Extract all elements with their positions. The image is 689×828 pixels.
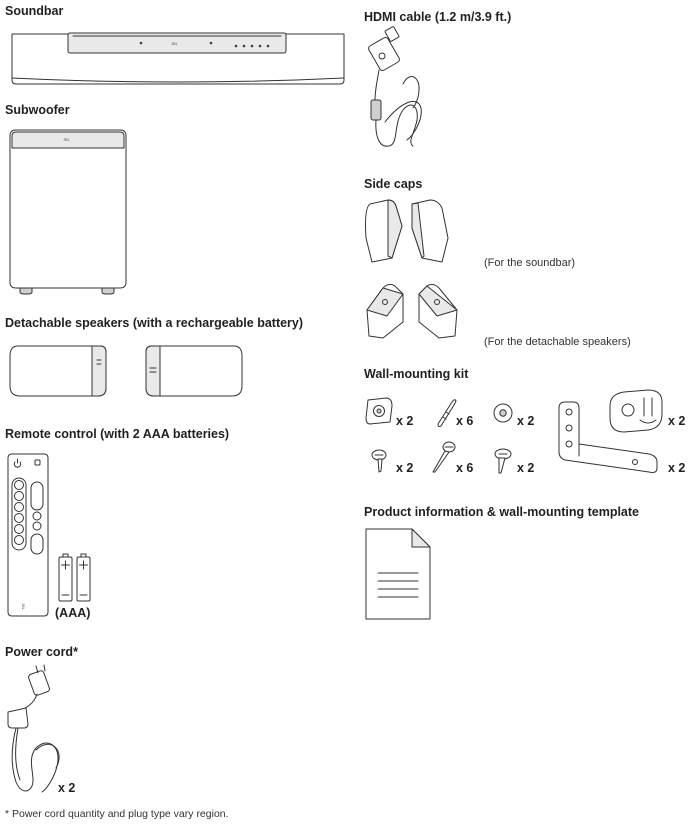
wall-mounting-kit-heading: Wall-mounting kit (364, 367, 469, 381)
aaa-batteries-illustration (57, 553, 93, 603)
soundbar-illustration (8, 28, 348, 90)
wall-anchor-icon (434, 396, 458, 428)
l-bracket-quantity: x 2 (668, 461, 686, 475)
cable-clip-icon (364, 396, 394, 426)
l-bracket-icon (553, 400, 663, 476)
power-cord-illustration (6, 664, 72, 798)
remote-logo-mark: JBL (21, 603, 26, 610)
short-screw-icon (370, 448, 392, 474)
speaker-screw-icon (491, 448, 515, 476)
document-icon (364, 527, 432, 621)
power-cord-heading: Power cord* (5, 645, 78, 659)
soundbar-side-caps-illustration (362, 198, 452, 264)
remote-control-heading: Remote control (with 2 AAA batteries) (5, 427, 230, 441)
wall-anchor-quantity: x 6 (456, 414, 474, 428)
hdmi-cable-illustration (363, 24, 433, 154)
footnote: * Power cord quantity and plug type vary region. (5, 808, 229, 820)
washer-quantity: x 2 (517, 414, 535, 428)
product-info-heading: Product information & wall-mounting template (364, 505, 639, 519)
soundbar-heading: Soundbar (5, 4, 64, 18)
speaker-side-caps-note: (For the detachable speakers) (484, 336, 631, 348)
short-screw-quantity: x 2 (396, 461, 414, 475)
long-screw-icon (427, 440, 457, 476)
subwoofer-illustration (6, 126, 130, 296)
battery-type-label: (AAA) (55, 606, 91, 620)
speaker-screw-quantity: x 2 (517, 461, 535, 475)
wall-bracket-clip-quantity: x 2 (668, 414, 686, 428)
soundbar-logo-mark: JBL (171, 41, 178, 46)
subwoofer-logo-mark: JBL (63, 137, 70, 142)
subwoofer-heading: Subwoofer (5, 103, 70, 117)
speaker-side-caps-illustration (363, 280, 463, 342)
detachable-speakers-illustration (6, 340, 246, 402)
remote-control-illustration (6, 452, 52, 620)
detachable-speakers-heading: Detachable speakers (with a rechargeable battery) (5, 316, 304, 330)
power-cord-quantity: x 2 (58, 781, 76, 795)
soundbar-side-caps-note: (For the soundbar) (484, 257, 576, 269)
side-caps-heading: Side caps (364, 177, 423, 191)
washer-icon (492, 402, 514, 424)
cable-clip-quantity: x 2 (396, 414, 414, 428)
hdmi-cable-heading: HDMI cable (1.2 m/3.9 ft.) (364, 10, 512, 24)
long-screw-quantity: x 6 (456, 461, 474, 475)
